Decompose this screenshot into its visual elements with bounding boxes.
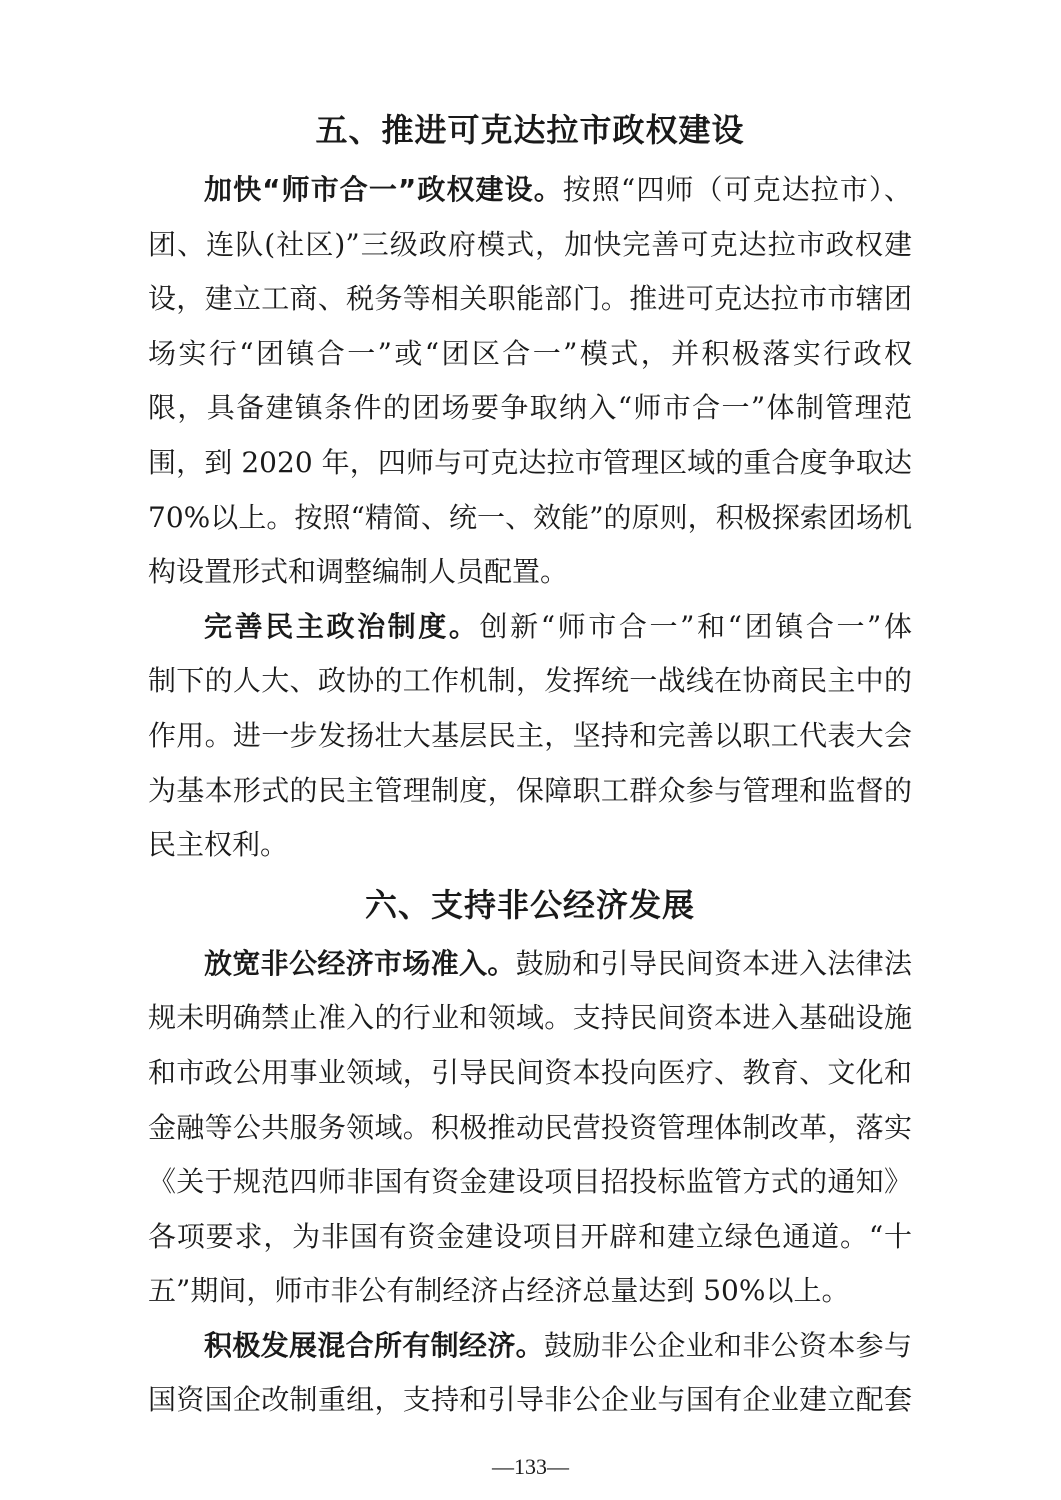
paragraph-line: 《关于规范四师非国有资金建设项目招投标监管方式的通知》 [148,1165,912,1199]
line-text: 按照“四师（可克达拉市）、 [562,173,912,206]
paragraph-line: 和市政公用事业领域，引导民间资本投向医疗、教育、文化和 [148,1055,912,1089]
paragraph-line: 围，到 2020 年，四师与可克达拉市管理区域的重合度争取达 [148,445,912,479]
paragraph-mixed-ownership [148,1319,912,1428]
paragraph-line: 民主权利。 [148,828,289,862]
paragraph-line: 团、连队(社区)”三级政府模式，加快完善可克达拉市政权建 [148,227,912,261]
paragraph-line: 场实行“团镇合一”或“团区合一”模式，并积极落实行政权 [148,336,912,370]
paragraph-line: 限，具备建镇条件的团场要争取纳入“师市合一”体制管理范 [148,391,912,425]
paragraph-line: 五”期间，师市非公有制经济占经济总量达到 50%以上。 [148,1274,850,1308]
line-text: 鼓励非公企业和非公资本参与 [544,1328,912,1362]
paragraph-line [148,600,912,655]
line-text: 鼓励和引导民间资本进入法律法 [515,946,912,980]
paragraph-line: 金融等公共服务领域。积极推动民营投资管理体制改革，落实 [148,1110,912,1144]
paragraph-line: 制下的人大、政协的工作机制，发挥统一战线在协商民主中的 [148,664,912,698]
paragraph-lead: 加快“师市合一”政权建设。 [204,173,563,206]
paragraph-lead: 放宽非公经济市场准入。 [204,946,516,980]
paragraph-line: 为基本形式的民主管理制度，保障职工群众参与管理和监督的 [148,773,912,807]
paragraph-democratic-system [148,600,912,873]
paragraph-lead: 积极发展混合所有制经济。 [204,1328,544,1362]
document-body [148,97,912,1428]
page-number: —133— [492,1454,569,1479]
paragraph-line: 70%以上。按照“精简、统一、效能”的原则，积极探索团场机 [148,500,912,534]
paragraph-line: 作用。进一步发扬壮大基层民主，坚持和完善以职工代表大会 [148,718,912,752]
paragraph-government-building [148,163,912,600]
paragraph-line [148,163,912,218]
paragraph-line [148,937,912,992]
paragraph-line: 构设置形式和调整编制人员配置。 [148,555,569,589]
paragraph-market-access [148,937,912,1319]
paragraph-line: 各项要求，为非国有资金建设项目开辟和建立绿色通道。“十 [148,1219,912,1253]
paragraph-line: 国资国企改制重组，支持和引导非公企业与国有企业建立配套 [148,1383,912,1417]
paragraph-line [148,1319,912,1374]
paragraph-lead: 完善民主政治制度。 [204,609,480,643]
section-heading-6: 六、支持非公经济发展 [364,885,695,924]
paragraph-line: 设，建立工商、税务等相关职能部门。推进可克达拉市市辖团 [148,282,912,316]
line-text: 创新“师市合一”和“团镇合一”体 [479,609,912,643]
section-heading-5: 五、推进可克达拉市政权建设 [315,111,745,149]
paragraph-line: 规未明确禁止准入的行业和领域。支持民间资本进入基础设施 [148,1001,912,1035]
